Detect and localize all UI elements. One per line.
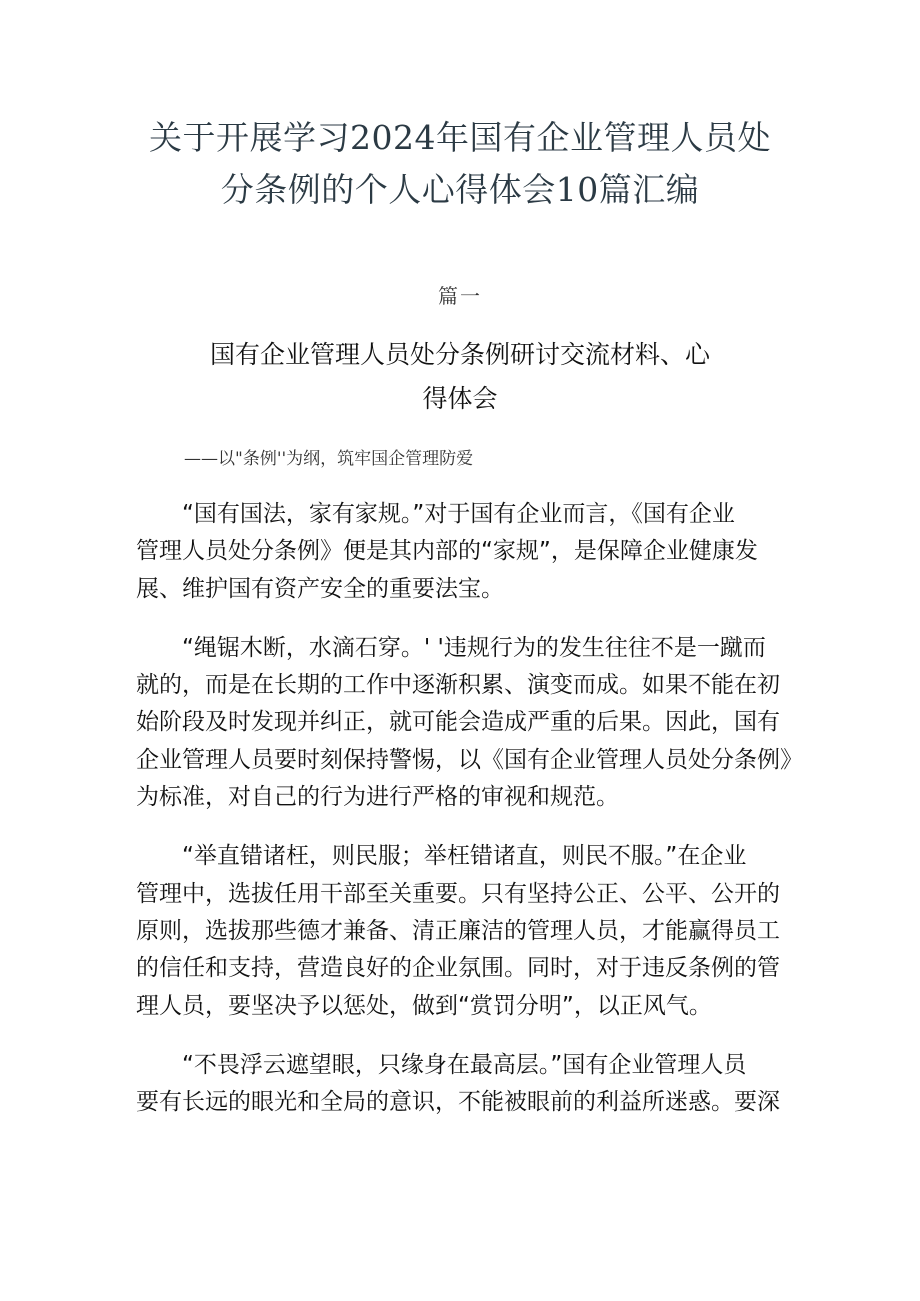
paragraph-line: 企业管理人员要时刻保持警惕，以《国有企业管理人员处分条例》	[136, 746, 803, 773]
paragraph-line: “绳锯木断，水滴石穿。' '违规行为的发生往往不是一蹴而	[182, 634, 766, 661]
document-title	[100, 112, 820, 216]
section-label: 篇一	[438, 284, 482, 308]
paragraph-4	[136, 1047, 796, 1122]
paragraph-2	[136, 630, 803, 816]
paragraph-line: 就的，而是在长期的工作中逐渐积累、演变而成。如果不能在初	[136, 672, 780, 699]
paragraph-line: 的信任和支持，营造良好的企业氛围。同时，对于违反条例的管	[136, 955, 780, 982]
paragraph-line: “不畏浮云遮望眼，只缘身在最高层。”国有企业管理人员	[182, 1051, 747, 1078]
article-subtitle: ——以"条例''为纲，筑牢国企管理防爱	[184, 449, 474, 469]
paragraph-line: 展、维护国有资产安全的重要法宝。	[136, 575, 504, 602]
paragraph-line: “举直错诸枉，则民服；举枉错诸直，则民不服。”在企业	[182, 843, 747, 870]
document-title-line-2: 分条例的个人心得体会10篇汇编	[220, 170, 700, 209]
paragraph-line: 理人员，要坚决予以惩处，做到“赏罚分明”，以正风气。	[136, 992, 712, 1019]
document-title-line-1: 关于开展学习2024年国有企业管理人员处	[149, 118, 771, 157]
article-title-line-1: 国有企业管理人员处分条例研讨交流材料、心	[209, 340, 710, 369]
paragraph-line: 管理人员处分条例》便是其内部的“家规”，是保障企业健康发	[136, 538, 758, 565]
article-title-line-2: 得体会	[422, 384, 498, 413]
paragraph-3	[136, 838, 796, 1024]
paragraph-line: “国有国法，家有家规。”对于国有企业而言，《国有企业	[182, 501, 735, 527]
paragraph-1	[136, 496, 796, 608]
body-text	[136, 496, 803, 1143]
article-title	[160, 333, 760, 421]
paragraph-line: 原则，选拔那些德才兼备、清正廉洁的管理人员，才能赢得员工	[136, 917, 780, 944]
paragraph-line: 管理中，选拔任用干部至关重要。只有坚持公正、公平、公开的	[136, 880, 780, 907]
paragraph-line: 始阶段及时发现并纠正，就可能会造成严重的后果。因此，国有	[136, 709, 780, 736]
paragraph-line: 为标准，对自己的行为进行严格的审视和规范。	[136, 784, 619, 811]
paragraph-line: 要有长远的眼光和全局的意识，不能被眼前的利益所迷惑。要深	[136, 1089, 780, 1116]
